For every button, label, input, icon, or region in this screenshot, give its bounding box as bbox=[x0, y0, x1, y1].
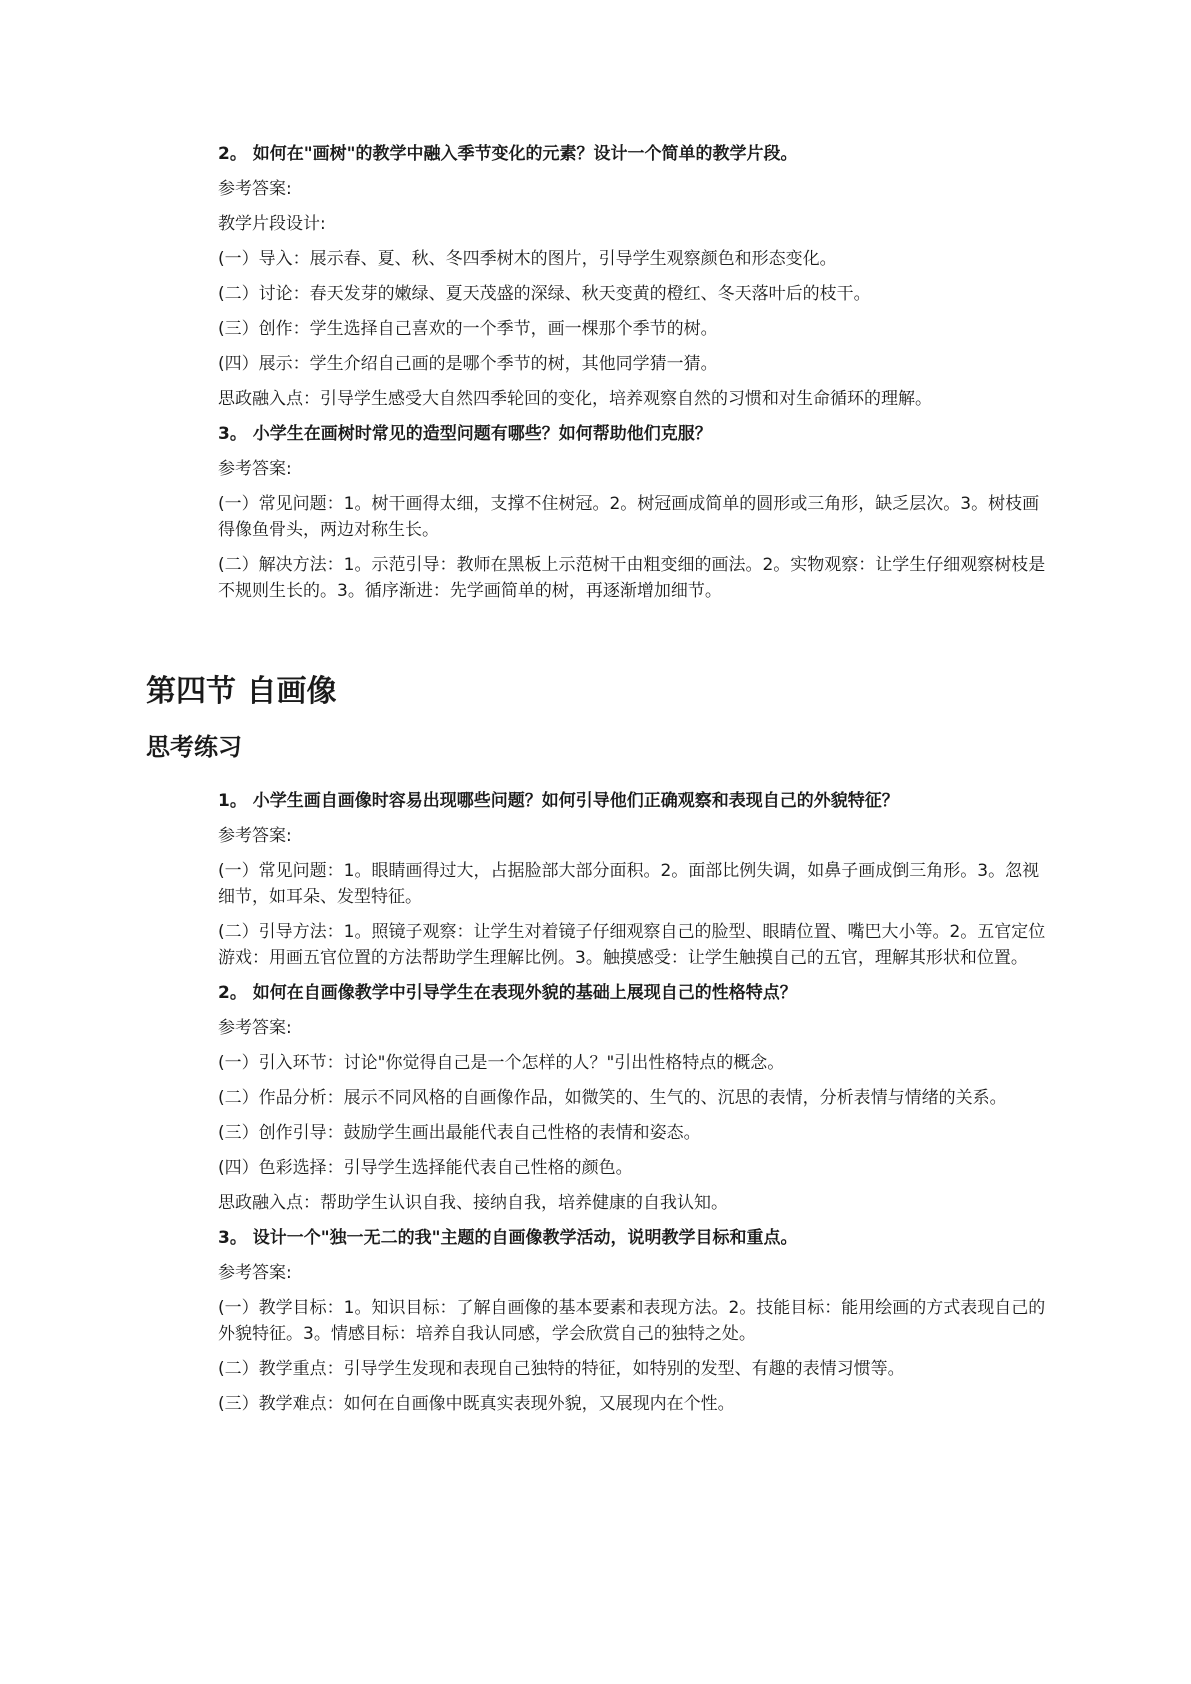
answer-line: 思政融入点：帮助学生认识自我、接纳自我，培养健康的自我认知。 bbox=[218, 1193, 728, 1213]
answer-line: (二）引导方法：1。照镜子观察：让学生对着镜子仔细观察自己的脸型、眼睛位置、嘴巴大小等。2。五官定位游戏：用画五官位置的方法帮助学生理解比例。3。触摸感受：让学生触摸自己的五官，理解其形状和位置。 bbox=[218, 922, 1046, 968]
answer-line: (四）展示：学生介绍自己画的是哪个季节的树，其他同学猜一猜。 bbox=[218, 354, 718, 374]
answer-line: (一）引入环节：讨论"你觉得自己是一个怎样的人？"引出性格特点的概念。 bbox=[218, 1053, 785, 1073]
answer-line: (二）讨论：春天发芽的嫩绿、夏天茂盛的深绿、秋天变黄的橙红、冬天落叶后的枝干。 bbox=[218, 284, 871, 304]
answer-line: (二）解决方法：1。示范引导：教师在黑板上示范树干由粗变细的画法。2。实物观察：让学生仔细观察树枝是不规则生长的。3。循序渐进：先学画简单的树，再逐渐增加细节。 bbox=[218, 555, 1046, 601]
question-heading: 3。 小学生在画树时常见的造型问题有哪些？如何帮助他们克服？ bbox=[218, 424, 712, 444]
answer-line: (一）导入：展示春、夏、秋、冬四季树木的图片，引导学生观察颜色和形态变化。 bbox=[218, 249, 837, 269]
answer-line: (三）教学难点：如何在自画像中既真实表现外貌，又展现内在个性。 bbox=[218, 1394, 735, 1414]
answer-line: (四）色彩选择：引导学生选择能代表自己性格的颜色。 bbox=[218, 1158, 633, 1178]
question-heading: 2。 如何在"画树"的教学中融入季节变化的元素？设计一个简单的教学片段。 bbox=[218, 144, 798, 164]
answer-line: (一）常见问题：1。眼睛画得过大，占据脸部大部分面积。2。面部比例失调，如鼻子画成倒三角形。3。忽视细节，如耳朵、发型特征。 bbox=[218, 861, 1040, 907]
section-three-answers bbox=[218, 141, 1050, 613]
question-heading: 2。 如何在自画像教学中引导学生在表现外貌的基础上展现自己的性格特点？ bbox=[218, 983, 797, 1003]
section-subtitle: 思考练习 bbox=[146, 733, 242, 761]
answer-line: (一）教学目标：1。知识目标：了解自画像的基本要素和表现方法。2。技能目标：能用绘画的方式表现自己的外貌特征。3。情感目标：培养自我认同感，学会欣赏自己的独特之处。 bbox=[218, 1298, 1046, 1344]
answer-line: (二）作品分析：展示不同风格的自画像作品，如微笑的、生气的、沉思的表情，分析表情与情绪的关系。 bbox=[218, 1088, 1007, 1108]
answer-line: (三）创作引导：鼓励学生画出最能代表自己性格的表情和姿态。 bbox=[218, 1123, 701, 1143]
section-four-answers bbox=[218, 788, 1050, 1426]
question-heading: 3。 设计一个"独一无二的我"主题的自画像教学活动，说明教学目标和重点。 bbox=[218, 1228, 798, 1248]
answer-line: 教学片段设计: bbox=[218, 214, 326, 234]
answer-label: 参考答案: bbox=[218, 1263, 292, 1283]
answer-line: (二）教学重点：引导学生发现和表现自己独特的特征，如特别的发型、有趣的表情习惯等。 bbox=[218, 1359, 905, 1379]
answer-label: 参考答案: bbox=[218, 459, 292, 479]
answer-line: 思政融入点：引导学生感受大自然四季轮回的变化，培养观察自然的习惯和对生命循环的理解。 bbox=[218, 389, 932, 409]
question-heading: 1。 小学生画自画像时容易出现哪些问题？如何引导他们正确观察和表现自己的外貌特征？ bbox=[218, 791, 899, 811]
answer-line: (一）常见问题：1。树干画得太细，支撑不住树冠。2。树冠画成简单的圆形或三角形，缺乏层次。3。树枝画得像鱼骨头，两边对称生长。 bbox=[218, 494, 1040, 540]
answer-label: 参考答案: bbox=[218, 179, 292, 199]
section-title: 第四节 自画像 bbox=[146, 674, 337, 709]
answer-label: 参考答案: bbox=[218, 826, 292, 846]
answer-label: 参考答案: bbox=[218, 1018, 292, 1038]
answer-line: (三）创作：学生选择自己喜欢的一个季节，画一棵那个季节的树。 bbox=[218, 319, 718, 339]
